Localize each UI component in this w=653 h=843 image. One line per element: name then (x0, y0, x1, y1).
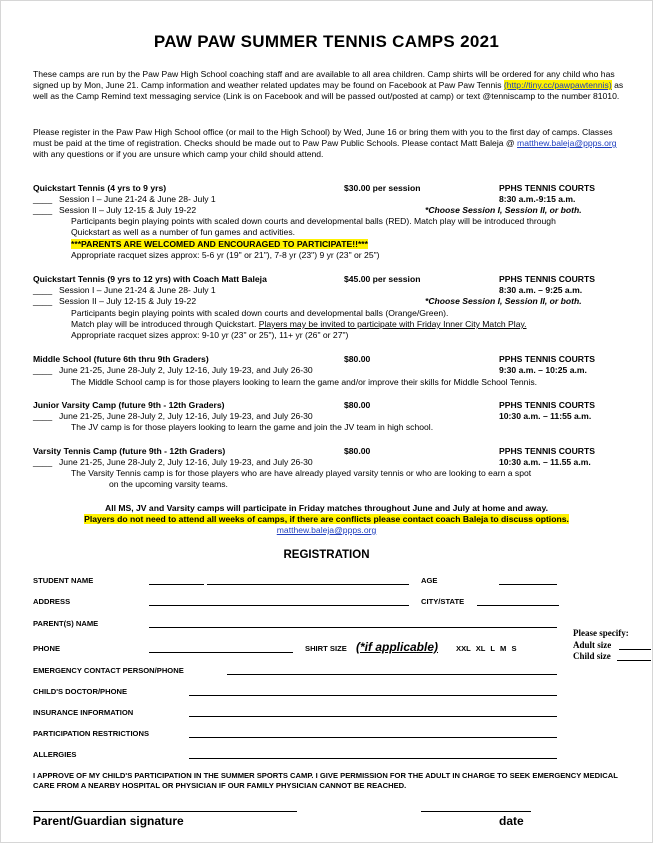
intro-paragraph-2 (33, 127, 633, 160)
phone-label: PHONE (33, 644, 61, 653)
child-size-label: Child size (573, 651, 611, 661)
shirt-size-options[interactable]: XXL XL L M S (456, 644, 517, 653)
blank-line[interactable]: ____ (33, 411, 53, 421)
restrictions-label: PARTICIPATION RESTRICTIONS (33, 729, 150, 738)
parents-welcome-note (71, 239, 368, 250)
emergency-contact-label: EMERGENCY CONTACT PERSON/PHONE (33, 666, 184, 675)
parents-name-line[interactable] (149, 627, 557, 628)
middle-school-time: 9:30 a.m. – 10:25 a.m. (499, 365, 587, 375)
quickstart-2-name: Quickstart Tennis (9 yrs to 12 yrs) with Coach Matt Baleja (33, 274, 267, 284)
blank-line[interactable]: ____ (33, 296, 53, 306)
quickstart-2-desc-2a: Match play will be introduced through Quickstart. (71, 319, 259, 329)
quickstart-1-venue: PPHS TENNIS COURTS (499, 183, 595, 193)
quickstart-1-time: 8:30 a.m.-9:15 a.m. (499, 194, 576, 204)
intro-text-b: as well as the Camp Remind text messaging service (Link is on Facebook and will be passed out/posted at camp) or text @tenniscamp to the number 81010. (33, 80, 624, 101)
quickstart-2-desc-1: Participants begin playing points with scaled down courts and developmental balls (Orange/Green). (71, 308, 449, 318)
student-name-line-2[interactable] (207, 584, 409, 585)
page-title: PAW PAW SUMMER TENNIS CAMPS 2021 (153, 32, 500, 51)
varsity-price: $80.00 (344, 446, 371, 456)
quickstart-1-session-2: Session II – July 12-15 & July 19-22 (59, 205, 197, 215)
middle-school-name: Middle School (future 6th thru 9th Graders) (33, 354, 209, 364)
city-state-label: CITY/STATE (421, 597, 465, 606)
shirt-size-label: SHIRT SIZE (305, 644, 347, 653)
varsity-venue: PPHS TENNIS COURTS (499, 446, 595, 456)
quickstart-1-session-1: Session I – June 21-24 & June 28- July 1 (59, 194, 216, 204)
quickstart-1-racquet: Appropriate racquet sizes approx: 5-6 yr (19" or 21"), 7-8 yr (23") 9 yr (23" or 25") (71, 250, 380, 260)
intro-text-a: These camps are run by the Paw Paw High School coaching staff and are available to all area children. Camp shirts will be ordered for any child who has signed up by Mon, June 21. Camp information and weather related updates may be found on Facebook at Paw Paw Tennis (33, 69, 615, 90)
intro-text-d: with any questions or if you are unsure which camp your child should attend. (33, 149, 324, 159)
city-state-line[interactable] (477, 605, 559, 606)
allergies-line[interactable] (189, 758, 557, 759)
blank-line[interactable]: ____ (33, 457, 53, 467)
parents-name-label: PARENT(S) NAME (33, 619, 99, 628)
quickstart-2-racquet: Appropriate racquet sizes approx: 9-10 yr (23" or 25"), 11+ yr (26" or 27") (71, 330, 349, 340)
contact-email-link[interactable]: matthew.baleja@ppps.org (517, 138, 617, 148)
blank-line[interactable]: ____ (33, 194, 53, 204)
blank-line[interactable]: ____ (33, 205, 53, 215)
jv-dates: June 21-25, June 28-July 2, July 12-16, July 19-23, and July 26-30 (59, 411, 313, 421)
age-label: AGE (421, 576, 438, 585)
attendance-note-text: Players do not need to attend all weeks of camps, if there are conflicts please contact coach Baleja to discuss options. (84, 514, 569, 524)
date-line[interactable] (421, 811, 531, 812)
doctor-label: CHILD'S DOCTOR/PHONE (33, 687, 128, 696)
quickstart-2-choose-note: *Choose Session I, Session II, or both. (425, 296, 582, 306)
quickstart-1-desc-1: Participants begin playing points with scaled down courts and developmental balls (RED). Match play will be introduced through (71, 216, 556, 226)
blank-line[interactable]: ____ (33, 365, 53, 375)
quickstart-2-session-2: Session II – July 12-15 & July 19-22 (59, 296, 197, 306)
student-name-line-1[interactable] (149, 584, 204, 585)
if-applicable-note: (*if applicable) (356, 640, 439, 654)
quickstart-2-venue: PPHS TENNIS COURTS (499, 274, 595, 284)
quickstart-2-session-1: Session I – June 21-24 & June 28- July 1 (59, 285, 216, 295)
date-label: date (499, 814, 524, 828)
intro-text-c: Please register in the Paw Paw High School office (or mail to the High School) by Wed, June 16 or bring them with you to the first day of camps. Classes must be paid at the time of registration. Checks should be made out to Paw Paw Public Schools. Please contact Matt Baleja @ (33, 127, 613, 148)
insurance-line[interactable] (189, 716, 557, 717)
emergency-contact-line[interactable] (227, 674, 557, 675)
quickstart-1-desc-2: Quickstart as well as a number of fun games and activities. (71, 227, 296, 237)
varsity-time: 10:30 a.m. – 11.55 a.m. (499, 457, 591, 467)
middle-school-desc: The Middle School camp is for those players looking to learn the game and/or improve their skills for Middle School Tennis. (71, 377, 538, 387)
signature-line[interactable] (33, 811, 297, 812)
approval-statement: I APPROVE OF MY CHILD'S PARTICIPATION IN THE SUMMER SPORTS CAMP. I GIVE PERMISSION FOR THE ADULT IN CHARGE TO SEEK EMERGENCY MEDICAL CARE FROM A NEARBY HOSPITAL OR PHYSICIAN IF OUR FAMILY PHYSICIAN CANNOT BE REACHED. (33, 771, 618, 790)
quickstart-2-price: $45.00 per session (344, 274, 421, 284)
middle-school-dates: June 21-25, June 28-July 2, July 12-16, July 19-23, and July 26-30 (59, 365, 313, 375)
age-line[interactable] (499, 584, 557, 585)
registration-heading: REGISTRATION (283, 549, 370, 561)
student-name-label: STUDENT NAME (33, 576, 94, 585)
varsity-desc-1: The Varsity Tennis camp is for those players who are have already played varsity tennis or who are looking to earn a spot (71, 468, 532, 478)
middle-school-price: $80.00 (344, 354, 371, 364)
allergies-label: ALLERGIES (33, 750, 77, 759)
jv-name: Junior Varsity Camp (future 9th - 12th Graders) (33, 400, 225, 410)
jv-price: $80.00 (344, 400, 371, 410)
notes-email-link[interactable]: matthew.baleja@ppps.org (276, 525, 377, 535)
blank-line[interactable]: ____ (33, 285, 53, 295)
address-line[interactable] (149, 605, 409, 606)
middle-school-venue: PPHS TENNIS COURTS (499, 354, 595, 364)
quickstart-1-price: $30.00 per session (344, 183, 421, 193)
please-specify-label: Please specify: (573, 628, 629, 638)
quickstart-1-name: Quickstart Tennis (4 yrs to 9 yrs) (33, 183, 167, 193)
quickstart-2-time: 8:30 a.m. – 9:25 a.m. (499, 285, 583, 295)
varsity-name: Varsity Tennis Camp (future 9th - 12th Graders) (33, 446, 226, 456)
adult-size-line[interactable] (619, 649, 651, 650)
adult-size-label: Adult size (573, 640, 612, 650)
child-size-line[interactable] (617, 660, 651, 661)
jv-venue: PPHS TENNIS COURTS (499, 400, 595, 410)
doctor-line[interactable] (189, 695, 557, 696)
parents-welcome-text: ***PARENTS ARE WELCOMED AND ENCOURAGED TO PARTICIPATE!!*** (71, 239, 368, 249)
quickstart-2-desc-2 (71, 319, 527, 330)
jv-time: 10:30 a.m. – 11:55 a.m. (499, 411, 592, 421)
friday-matches-note: All MS, JV and Varsity camps will participate in Friday matches throughout June and July at home and away. (104, 503, 548, 513)
intro-paragraph-1 (33, 69, 633, 102)
facebook-link[interactable]: (http://tiny.cc/pawpawtennis) (503, 80, 612, 90)
phone-line[interactable] (149, 652, 293, 653)
attendance-note (1, 514, 652, 525)
quickstart-1-choose-note: *Choose Session I, Session II, or both. (425, 205, 582, 215)
varsity-desc-2: on the upcoming varsity teams. (109, 479, 228, 489)
notes-email (1, 525, 652, 536)
varsity-dates: June 21-25, June 28-July 2, July 12-16, July 19-23, and July 26-30 (59, 457, 313, 467)
jv-desc: The JV camp is for those players looking to learn the game and join the JV team in high school. (71, 422, 434, 432)
address-label: ADDRESS (33, 597, 71, 606)
signature-label: Parent/Guardian signature (33, 814, 184, 828)
restrictions-line[interactable] (189, 737, 557, 738)
insurance-label: INSURANCE INFORMATION (33, 708, 134, 717)
inner-city-note: Players may be invited to participate with Friday Inner City Match Play. (258, 319, 527, 329)
